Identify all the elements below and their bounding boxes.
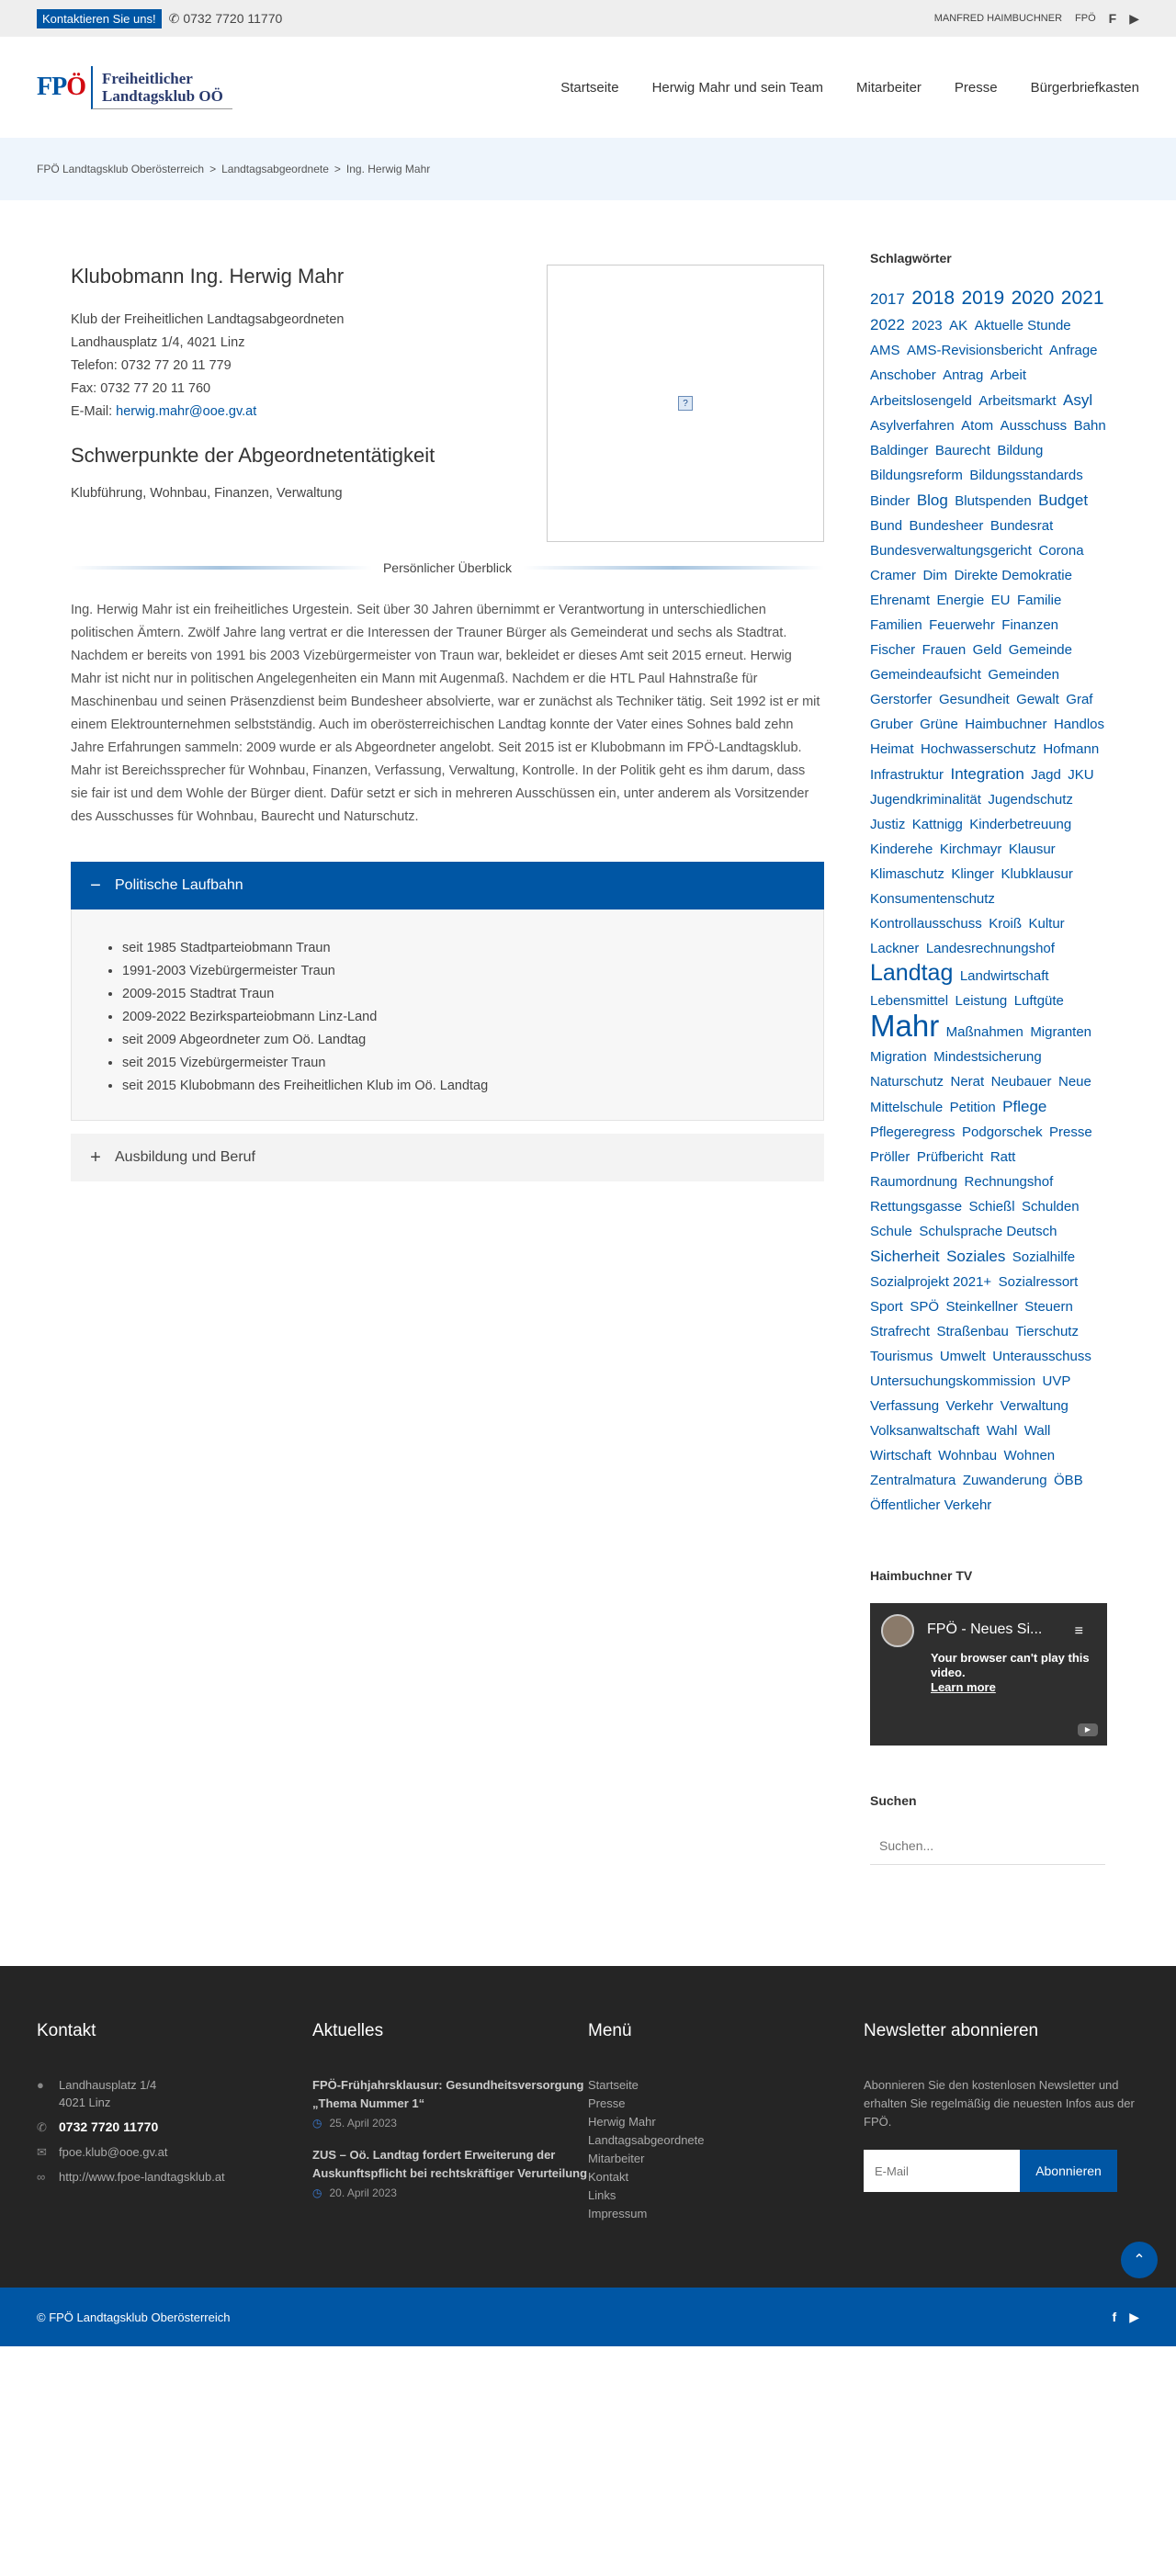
tag-link[interactable]: Untersuchungskommission <box>870 1373 1036 1389</box>
tag-link[interactable]: Petition <box>949 1100 996 1115</box>
tag-link[interactable]: Landesrechnungshof <box>925 941 1055 956</box>
tag-link[interactable]: Tierschutz <box>1015 1324 1079 1339</box>
tag-link[interactable]: Schießl <box>968 1199 1015 1215</box>
tag-link[interactable]: Bahn <box>1073 418 1106 434</box>
tag-link[interactable]: Presse <box>1049 1124 1092 1140</box>
footer-menu-item[interactable]: Links <box>588 2188 616 2202</box>
tag-link[interactable]: Schulsprache Deutsch <box>919 1224 1057 1239</box>
tag-link[interactable]: Wahl <box>986 1423 1018 1439</box>
footer-menu-item[interactable]: Impressum <box>588 2207 648 2220</box>
tag-link[interactable]: Neubauer <box>990 1074 1052 1090</box>
tag-link[interactable]: Handlos <box>1053 717 1105 732</box>
facebook-icon[interactable]: F <box>1108 11 1117 26</box>
tag-link[interactable]: ÖBB <box>1054 1473 1083 1488</box>
tag-link[interactable]: 2022 <box>870 316 905 333</box>
page-title: Klubobmann Ing. Herwig Mahr <box>71 265 345 288</box>
tag-link[interactable]: 2017 <box>870 290 905 308</box>
tag-link[interactable]: 2023 <box>911 318 943 333</box>
email-label: E-Mail: <box>71 404 113 419</box>
breadcrumb-separator: > <box>209 163 217 175</box>
video-player[interactable] <box>870 1603 1107 1746</box>
tag-link[interactable]: Ratt <box>989 1149 1016 1165</box>
tag-link[interactable]: Fischer <box>870 642 916 658</box>
bottom-bar <box>0 2288 1176 2346</box>
tag-link[interactable]: Jugendschutz <box>988 792 1073 808</box>
tag-link[interactable]: Klubklausur <box>1001 866 1073 882</box>
newsletter-email-input[interactable] <box>864 2150 1020 2192</box>
minus-icon: − <box>90 875 101 896</box>
tag-link[interactable]: Nerat <box>950 1074 985 1090</box>
tag-link[interactable]: Infrastruktur <box>870 767 944 783</box>
tag-link[interactable]: Bildungsreform <box>870 468 963 483</box>
footer-menu <box>588 2021 864 2223</box>
tag-link[interactable]: Geld <box>972 642 1002 658</box>
tag-link[interactable]: Kontrollausschuss <box>870 916 982 932</box>
tag-link[interactable]: AMS <box>870 343 900 358</box>
tag-cloud <box>870 286 1109 1518</box>
tag-link[interactable]: Schule <box>870 1224 912 1239</box>
top-bar <box>0 0 1176 37</box>
accordion-politische-laufbahn[interactable] <box>71 862 824 910</box>
video-title[interactable]: FPÖ - Neues Si... <box>927 1621 1043 1637</box>
footer-web[interactable]: http://www.fpoe-landtagsklub.at <box>59 2170 225 2184</box>
tag-link[interactable]: Arbeitsmarkt <box>978 393 1057 409</box>
link-icon: ∞ <box>37 2170 46 2184</box>
tag-link[interactable]: 2020 <box>1011 288 1055 309</box>
nav-presse[interactable]: Presse <box>954 79 998 96</box>
nav-buergerbriefkasten[interactable]: Bürgerbriefkasten <box>1030 79 1139 96</box>
mail-icon: ✉ <box>37 2145 47 2159</box>
tag-link[interactable]: Blog <box>916 491 948 509</box>
tag-link[interactable]: Familie <box>1016 593 1062 608</box>
facebook-icon[interactable]: f <box>1112 2309 1117 2324</box>
topbar-phone[interactable] <box>169 11 283 27</box>
tag-link[interactable]: Lackner <box>870 941 920 956</box>
tag-link[interactable]: Bildungsstandards <box>969 468 1083 483</box>
section-divider <box>71 560 824 575</box>
fpoe-logo-mark: FPÖ <box>37 73 85 101</box>
focus-text: Klubführung, Wohnbau, Finanzen, Verwaltung <box>71 486 343 501</box>
tag-link[interactable]: Luftgüte <box>1013 993 1064 1009</box>
tag-link[interactable]: Gemeinden <box>988 667 1059 683</box>
logo-text: Freiheitlicher Landtagsklub OÖ <box>91 66 232 109</box>
tag-link[interactable]: Grüne <box>920 717 958 732</box>
list-item: • seit 2009 Abgeordneter zum Oö. Landtag <box>122 1029 805 1052</box>
breadcrumb-home[interactable]: FPÖ Landtagsklub Oberösterreich <box>37 163 205 175</box>
tag-link[interactable]: Podgorschek <box>962 1124 1043 1140</box>
footer-address: Landhausplatz 1/4 4021 Linz <box>59 2078 157 2109</box>
tag-link[interactable]: 2018 <box>911 288 955 309</box>
accordion <box>71 862 824 1181</box>
tag-link[interactable]: Sozialressort <box>998 1274 1079 1290</box>
youtube-icon[interactable]: ▶ <box>1129 2309 1139 2324</box>
clock-icon: ◷ <box>312 2186 322 2199</box>
tag-link[interactable]: Anfrage <box>1048 343 1098 358</box>
nav-startseite[interactable]: Startseite <box>560 79 619 96</box>
tag-link[interactable]: Antrag <box>943 367 984 383</box>
tag-link[interactable]: Öffentlicher Verkehr <box>870 1497 992 1513</box>
footer-contact <box>37 2021 312 2223</box>
tag-link[interactable]: Bundesrat <box>989 518 1054 534</box>
search-input[interactable] <box>870 1826 1105 1865</box>
tag-link[interactable]: Pflege <box>1002 1098 1047 1115</box>
tag-link[interactable]: Gewalt <box>1016 692 1059 707</box>
tag-link[interactable]: Kultur <box>1028 916 1065 932</box>
focus-heading: Schwerpunkte der Abgeordnetentätigkeit <box>71 444 435 467</box>
tag-link[interactable]: Migration <box>870 1049 927 1065</box>
tag-link[interactable]: Steuern <box>1024 1299 1073 1315</box>
tag-link[interactable]: Sozialhilfe <box>1012 1249 1076 1265</box>
footer-menu-item[interactable]: Presse <box>588 2096 626 2110</box>
accordion-panel <box>71 910 824 1121</box>
subscribe-button[interactable]: Abonnieren <box>1020 2150 1117 2192</box>
tag-link[interactable]: Migranten <box>1030 1024 1092 1040</box>
news-item[interactable] <box>312 2146 588 2199</box>
divider-label: Persönlicher Überblick <box>382 560 513 575</box>
tag-link[interactable]: SPÖ <box>910 1299 939 1315</box>
accordion-title: Ausbildung und Beruf <box>115 1149 255 1165</box>
footer <box>0 1966 1176 2288</box>
footer-news <box>312 2021 588 2223</box>
newsletter-text: Abonnieren Sie den kostenlosen Newsletter und erhalten Sie regelmäßig die neuesten Infos aus der FPÖ. <box>864 2078 1135 2129</box>
tag-link[interactable]: Volksanwaltschaft <box>870 1423 980 1439</box>
biography-text: Ing. Herwig Mahr ist ein freiheitliches Urgestein. Seit über 30 Jahren übernimmt er Verantwortung in unterschiedlichen politischen Ämtern. Zwölf Jahre lang vertrat er die Interessen der Trauner Bürger als Gemeinderat und sechs als Stadtrat. Nachdem er bereits von 1991 bis 2003 Vizebürgermeister von Traun war, bekleidet er dieses Amt seit 2015 erneut. Herwig Mahr ist nicht nur in politischen Angelegenheiten ein Mann mit Augenmaß. Nachdem er die HTL Paul Hahnstraße für Maschinenbau und seinen Präsenzdienst beim Bundesheer absolvierte, war er zunächst als Techniker tätig. Seit 1992 ist er mit einem Elektrounternehmen selbstständig. Auch im oberösterreichischen Landtag konnte der Vater eines Sohnes bald zehn Jahre Erfahrungen sammeln: 2009 wurde er als Abgeordneter angelobt. Seit 2015 ist er Klubobmann im FPÖ-Landtagsklub. Mahr ist Bereichssprecher für Wohnbau, Finanzen, Verfassung, Verwaltung, Kontrolle. In der Politik geht es ihm darum, dass sie fair ist und dem Wohle der Bürger dient. Dafür setzt er sich in mehreren Ausschüssen ein, unter anderem als Vorsitzender des Ausschusses für Wohnbau, Baurecht und Naturschutz. <box>71 603 820 824</box>
tag-link[interactable]: Binder <box>870 493 910 509</box>
tag-link[interactable]: Haimbuchner <box>965 717 1047 732</box>
tag-link[interactable]: Sozialprojekt 2021+ <box>870 1274 992 1290</box>
tag-link[interactable]: Sport <box>870 1299 903 1315</box>
tag-link[interactable]: Bundesverwaltungsgericht <box>870 543 1032 559</box>
tag-link[interactable]: Verfassung <box>870 1398 940 1414</box>
tag-link[interactable]: Rettungsgasse <box>870 1199 963 1215</box>
tag-link[interactable]: Kirchmayr <box>939 842 1002 857</box>
tag-link[interactable]: Steinkellner <box>945 1299 1018 1315</box>
clock-icon: ◷ <box>312 2117 322 2130</box>
tag-link[interactable]: Kroiß <box>989 916 1023 932</box>
channel-avatar[interactable] <box>881 1614 914 1647</box>
tag-link[interactable]: Naturschutz <box>870 1074 944 1090</box>
footer-news-heading: Aktuelles <box>312 2021 384 2040</box>
tag-link[interactable]: Bildung <box>997 443 1044 458</box>
tag-link[interactable]: Finanzen <box>1001 617 1059 633</box>
tag-link[interactable]: Frauen <box>922 642 967 658</box>
list-item: • seit 2015 Klubobmann des Freiheitlichen Klub im Oö. Landtag <box>122 1075 805 1098</box>
tag-link[interactable]: AMS-Revisionsbericht <box>906 343 1043 358</box>
tag-link[interactable]: Straßenbau <box>936 1324 1009 1339</box>
email-link[interactable]: herwig.mahr@ooe.gv.at <box>116 404 257 419</box>
tag-link[interactable]: Anschober <box>870 367 936 383</box>
tag-link[interactable]: Gesundheit <box>938 692 1010 707</box>
user-link[interactable]: MANFRED HAIMBUCHNER <box>933 13 1063 24</box>
tag-link[interactable]: Klausur <box>1008 842 1056 857</box>
tag-link[interactable]: Konsumentenschutz <box>870 891 995 907</box>
news-title[interactable]: FPÖ-Frühjahrsklausur: Gesundheitsversorgung „Thema Nummer 1“ <box>312 2078 584 2110</box>
tag-link[interactable]: Hochwasserschutz <box>920 741 1036 757</box>
tag-link[interactable]: EU <box>990 593 1011 608</box>
location-icon: ● <box>37 2078 44 2092</box>
tag-link[interactable]: Asylverfahren <box>870 418 955 434</box>
list-item: • 2009-2015 Stadtrat Traun <box>122 983 805 1006</box>
tag-link[interactable]: Sicherheit <box>870 1248 940 1265</box>
news-date: 20. April 2023 <box>329 2186 397 2199</box>
tag-link[interactable]: Cramer <box>870 568 917 583</box>
tag-link[interactable]: Kattnigg <box>911 817 963 832</box>
tag-link[interactable]: AK <box>949 318 968 333</box>
tag-link[interactable]: Integration <box>950 765 1024 783</box>
breadcrumb-current: Ing. Herwig Mahr <box>345 163 431 175</box>
tag-link[interactable]: Budget <box>1038 491 1089 509</box>
footer-menu-item[interactable]: Mitarbeiter <box>588 2152 645 2165</box>
list-item: • seit 1985 Stadtparteiobmann Traun <box>122 937 805 960</box>
tag-link[interactable]: Schulden <box>1022 1199 1080 1215</box>
tag-link[interactable]: Pröller <box>870 1149 910 1165</box>
tag-link[interactable]: Klinger <box>951 866 995 882</box>
sidebar <box>870 251 1109 1865</box>
tag-link[interactable]: Corona <box>1038 543 1084 559</box>
tag-link[interactable]: Rechnungshof <box>964 1174 1054 1190</box>
footer-menu-heading: Menü <box>588 2021 632 2040</box>
breadcrumb-abgeordnete[interactable]: Landtagsabgeordnete <box>221 163 329 175</box>
footer-phone[interactable]: 0732 7720 11770 <box>59 2119 159 2134</box>
tags-heading: Schlagwörter <box>870 251 952 266</box>
tag-link[interactable]: Gerstorfer <box>870 692 933 707</box>
tag-link[interactable]: Baurecht <box>934 443 990 458</box>
youtube-icon[interactable]: ▶ <box>1129 10 1139 26</box>
video-error-message: Your browser can't play this video. Learn more <box>931 1651 1107 1695</box>
accordion-title: Politische Laufbahn <box>115 877 243 893</box>
news-title[interactable]: ZUS – Oö. Landtag fordert Erweiterung der Auskunftspflicht bei rechtskräftiger Verurteilung <box>312 2148 588 2180</box>
footer-menu-item[interactable]: Kontakt <box>588 2170 629 2184</box>
tag-link[interactable]: Wohnen <box>1003 1448 1056 1463</box>
tag-link[interactable]: Pflegeregress <box>870 1124 956 1140</box>
tag-link[interactable]: Mahr <box>870 1009 940 1043</box>
tv-heading: Haimbuchner TV <box>870 1568 973 1583</box>
back-to-top-icon[interactable]: ⌃ <box>1121 2242 1158 2278</box>
tag-link[interactable]: Graf <box>1066 692 1093 707</box>
footer-email[interactable]: fpoe.klub@ooe.gv.at <box>59 2145 168 2159</box>
learn-more-link[interactable]: Learn more <box>931 1680 996 1694</box>
tag-link[interactable]: Zuwanderung <box>962 1473 1047 1488</box>
tag-link[interactable]: Justiz <box>870 817 906 832</box>
tag-link[interactable]: Wohnbau <box>938 1448 998 1463</box>
tag-link[interactable]: Landwirtschaft <box>959 968 1049 984</box>
tag-link[interactable]: Klimaschutz <box>870 866 944 882</box>
tag-link[interactable]: Dim <box>922 568 948 583</box>
footer-menu-item[interactable]: Herwig Mahr <box>588 2115 656 2129</box>
breadcrumb-separator: > <box>334 163 341 175</box>
tag-link[interactable]: Bundesheer <box>909 518 984 534</box>
tag-link[interactable]: Hofmann <box>1043 741 1100 757</box>
tag-link[interactable]: UVP <box>1042 1373 1071 1389</box>
tag-link[interactable]: Asyl <box>1063 391 1093 409</box>
tag-link[interactable]: Gemeinde <box>1008 642 1072 658</box>
tag-link[interactable]: Leistung <box>955 993 1008 1009</box>
tag-link[interactable]: Jugendkriminalität <box>870 792 981 808</box>
topbar-phone-number: 0732 7720 11770 <box>183 11 283 26</box>
youtube-logo-icon[interactable]: ▶ <box>1078 1723 1098 1736</box>
copyright: © FPÖ Landtagsklub Oberösterreich <box>37 2310 231 2324</box>
tag-link[interactable]: Jagd <box>1031 767 1061 783</box>
tag-link[interactable]: Soziales <box>946 1248 1006 1265</box>
tag-link[interactable]: Arbeit <box>989 367 1027 383</box>
main-area <box>0 200 1176 1966</box>
footer-contact-heading: Kontakt <box>37 2021 96 2040</box>
tag-link[interactable]: Lebensmittel <box>870 993 949 1009</box>
tag-link[interactable]: 2019 <box>961 288 1005 309</box>
tag-link[interactable]: Tourismus <box>870 1349 933 1364</box>
site-header <box>0 37 1176 138</box>
tag-link[interactable]: Wirtschaft <box>870 1448 932 1463</box>
accordion-ausbildung-beruf[interactable] <box>71 1134 824 1181</box>
tag-link[interactable]: Landtag <box>870 960 954 986</box>
tag-link[interactable]: 2021 <box>1060 288 1104 309</box>
tag-link[interactable]: Heimat <box>870 741 914 757</box>
list-item: • 1991-2003 Vizebürgermeister Traun <box>122 960 805 983</box>
phone: Telefon: 0732 77 20 11 779 <box>71 358 232 373</box>
tag-link[interactable]: Aktuelle Stunde <box>974 318 1071 333</box>
tag-link[interactable]: Arbeitslosengeld <box>870 393 972 409</box>
tag-link[interactable]: Kinderbetreuung <box>969 817 1072 832</box>
tag-link[interactable]: Verkehr <box>945 1398 994 1414</box>
tag-link[interactable]: Neue Mittelschule <box>870 1074 1091 1115</box>
fax: Fax: 0732 77 20 11 760 <box>71 381 211 396</box>
nav-mitarbeiter[interactable]: Mitarbeiter <box>856 79 922 96</box>
newsletter-heading: Newsletter abonnieren <box>864 2021 1039 2040</box>
news-item[interactable] <box>312 2076 588 2130</box>
tag-link[interactable]: Wall <box>1023 1423 1051 1439</box>
news-date: 25. April 2023 <box>329 2117 397 2130</box>
tag-link[interactable]: Ausschuss <box>1000 418 1068 434</box>
tag-link[interactable]: Gruber <box>870 717 913 732</box>
search-heading: Suchen <box>870 1793 917 1808</box>
list-item: • 2009-2022 Bezirksparteiobmann Linz-Land <box>122 1006 805 1029</box>
content <box>71 265 824 1865</box>
portrait-image <box>547 265 824 542</box>
nav-team[interactable]: Herwig Mahr und sein Team <box>651 79 824 96</box>
tag-link[interactable]: Unterausschuss <box>992 1349 1091 1364</box>
tag-link[interactable]: Feuerwehr <box>929 617 995 633</box>
contact-us-link[interactable]: Kontaktieren Sie uns! <box>37 9 162 28</box>
tag-link[interactable]: Zentralmatura <box>870 1473 956 1488</box>
main-nav <box>560 80 1139 96</box>
footer-newsletter <box>864 2021 1139 2223</box>
tag-link[interactable]: Atom <box>961 418 994 434</box>
tag-link[interactable]: Ehrenamt <box>870 593 931 608</box>
tag-link[interactable]: Gemeindeaufsicht <box>870 667 981 683</box>
tag-link[interactable]: Strafrecht <box>870 1324 931 1339</box>
footer-menu-item[interactable]: Landtagsabgeordnete <box>588 2133 705 2147</box>
address: Landhausplatz 1/4, 4021 Linz <box>71 335 245 350</box>
broken-image-icon: ? <box>678 396 693 411</box>
tag-link[interactable]: Direkte Demokratie <box>954 568 1072 583</box>
tag-link[interactable]: Bund <box>870 518 903 534</box>
tag-link[interactable]: Kinderehe <box>870 842 933 857</box>
playlist-icon[interactable]: ≡ <box>1074 1623 1083 1639</box>
footer-menu-item[interactable]: Startseite <box>588 2078 639 2092</box>
plus-icon: + <box>90 1147 101 1168</box>
tag-link[interactable]: Prüfbericht <box>916 1149 984 1165</box>
club-name: Klub der Freiheitlichen Landtagsabgeordneten <box>71 312 345 327</box>
party-link[interactable]: FPÖ <box>1075 13 1096 24</box>
tag-link[interactable]: Raumordnung <box>870 1174 958 1190</box>
tag-link[interactable]: Maßnahmen <box>945 1024 1023 1040</box>
tag-link[interactable]: Umwelt <box>939 1349 986 1364</box>
tag-link[interactable]: Familien <box>870 617 922 633</box>
site-logo[interactable] <box>37 66 232 109</box>
tag-link[interactable]: JKU <box>1068 767 1094 783</box>
tag-link[interactable]: Energie <box>936 593 985 608</box>
phone-icon: ✆ <box>37 2120 47 2134</box>
breadcrumb <box>0 138 1176 200</box>
tag-link[interactable]: Baldinger <box>870 443 929 458</box>
tag-link[interactable]: Verwaltung <box>1000 1398 1069 1414</box>
phone-icon: ✆ <box>168 10 180 26</box>
list-item: • seit 2015 Vizebürgermeister Traun <box>122 1052 805 1075</box>
tag-link[interactable]: Mindestsicherung <box>933 1049 1042 1065</box>
tag-link[interactable]: Blutspenden <box>955 493 1032 509</box>
